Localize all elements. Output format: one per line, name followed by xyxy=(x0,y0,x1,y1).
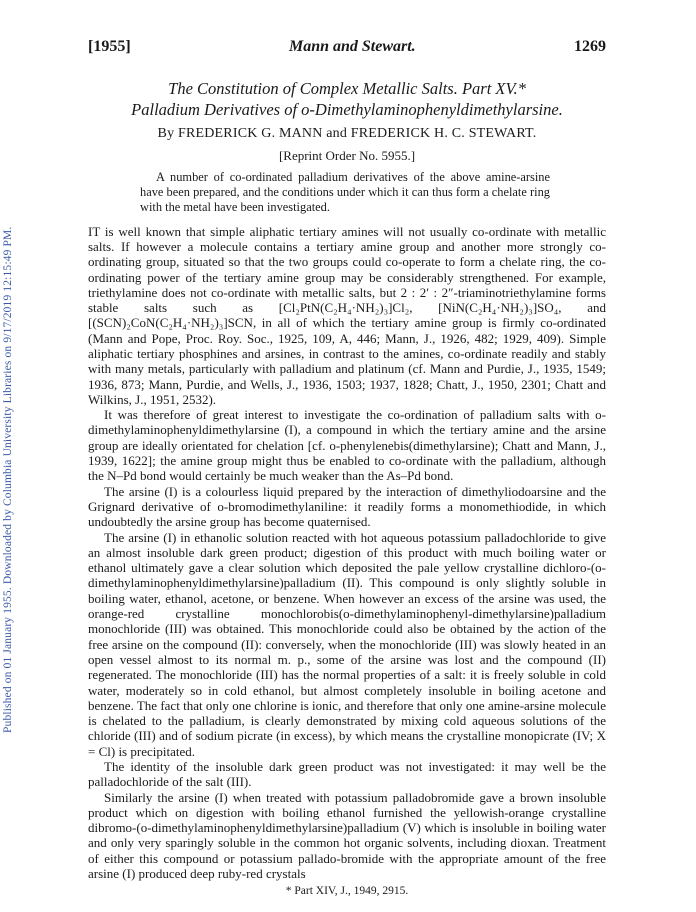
article-body xyxy=(88,224,606,882)
article-title xyxy=(88,78,606,120)
paragraph: The arsine (I) in ethanolic solution reacted with hot aqueous potassium palladochloride to give an almost insoluble dark green product; digestion of this product with much boiling water or ethanol ultimately gave a clear solution which deposited the pale yellow crystalline dichloro-(o-dimethylaminophenyldimethylarsine)palladium (II). This compound is only slightly soluble in boiling water, ethanol, acetone, or benzene. When however an excess of the arsine was used, the orange-red crystalline monochlorobis(o-dimethylaminophenyl-dimethylarsine)palladium monochloride (III) was obtained. This monochloride could also be obtained by the action of the free arsine on the compound (II): conversely, when the monochloride (III) was slowly heated in an open vessel almost to its normal m. p., some of the arsine was lost and the compound (II) regenerated. The monochloride (III) has the normal properties of a salt: it is freely soluble in cold water, moderately so in cold ethanol, but almost completely insoluble in boiling acetone and benzene. The fact that only one chlorine is ionic, and therefore that only one amine-arsine molecule is chelated to the palladium, is clearly demonstrated by mixing cold aqueous solutions of the chloride (III) and of sodium picrate (in excess), by which means the crystalline monopicrate (IV; X = Cl) is precipitated. xyxy=(88,529,606,759)
title-line-1: The Constitution of Complex Metallic Salts. Part XV.* xyxy=(168,79,526,98)
running-title: Mann and Stewart. xyxy=(288,38,416,55)
authors: By FREDERICK G. MANN and FREDERICK H. C. STEWART. xyxy=(157,126,537,141)
paragraph: Similarly the arsine (I) when treated with potassium palladobromide gave a brown insoluble product which on digestion with boiling ethanol furnished the yellowish-orange crystalline dibromo-(o-dimethylaminophenyldimethylarsine)palladium (V) which is insoluble in boiling water and only very sparingly soluble in the common hot organic solvents, including dioxan. Treatment of either this compound or potassium pallado-bromide with the appropriate amount of the free arsine (I) produced deep ruby-red crystals xyxy=(88,789,606,882)
title-line-2: Palladium Derivatives of o-Dimethylaminophenyldimethylarsine. xyxy=(131,100,563,119)
footnote: * Part XIV, J., 1949, 2915. xyxy=(285,885,409,898)
download-watermark: Published on 01 January 1955. Downloaded by Columbia University Libraries on 9/17/2019 12:15:49 PM. xyxy=(2,226,14,734)
paragraph: It was therefore of great interest to investigate the co-ordination of palladium salts with o-dimethylaminophenyldimethylarsine (I), a compound in which the tertiary amine and the arsine group are ideally orientated for chelation [cf. o-phenylenebis(dimethylarsine); Chatt and Mann, J., 1939, 1622]; the amine group might thus be enabled to co-ordinate with the palladium, although the N–Pd bond would certainly be much weaker than the As–Pd bond. xyxy=(88,407,606,484)
page-number: 1269 xyxy=(574,38,606,55)
paragraph: The arsine (I) is a colourless liquid prepared by the interaction of dimethyliodoarsine and the Grignard derivative of o-bromodimethylaniline: it readily forms a monomethiodide, in which undoubtedly the arsine group has become quaternised. xyxy=(88,483,606,530)
running-header xyxy=(88,38,606,56)
abstract: A number of co-ordinated palladium derivatives of the above amine-arsine have been prepared, and the conditions under which it can thus form a chelate ring with the metal have been investigated. xyxy=(140,170,550,215)
year-label: [1955] xyxy=(88,38,131,55)
journal-page xyxy=(88,38,606,897)
reprint-order: [Reprint Order No. 5955.] xyxy=(278,148,416,163)
paragraph: The identity of the insoluble dark green product was not investigated: it may well be the palladochloride of the salt (III). xyxy=(88,759,606,790)
paragraph: IT is well known that simple aliphatic tertiary amines will not usually co-ordinate with metallic salts. If however a molecule contains a tertiary amine group and another more strongly co-ordinating group, situated so that the two groups could co-operate to form a chelate ring, the co-ordinating power of the tertiary amine group may be considerably strengthened. For example, triethylamine does not co-ordinate with metallic salts, but 2 : 2′ : 2″-triaminotriethylamine forms stable salts such as [Cl₂PtN(C₂H₄·NH₂)₃]Cl₂, [NiN(C₂H₄·NH₂)₃]SO₄, and [(SCN)₂CoN(C₂H₄·NH₂)₃]SCN, in all of which the tertiary amine group is firmly co-ordinated (Mann and Pope, Proc. Roy. Soc., 1925, 109, A, 446; Mann, J., 1926, 482; 1929, 409). Simple aliphatic tertiary phosphines and arsines, in contrast to the amines, co-ordinate readily and stably with many metals, particularly with palladium and platinum (cf. Mann and Purdie, J., 1935, 1549; 1936, 873; Mann, Purdie, and Wells, J., 1936, 1503; 1937, 1828; Chatt, J., 1950, 2301; Chatt and Wilkins, J., 1951, 2532). xyxy=(88,223,606,407)
